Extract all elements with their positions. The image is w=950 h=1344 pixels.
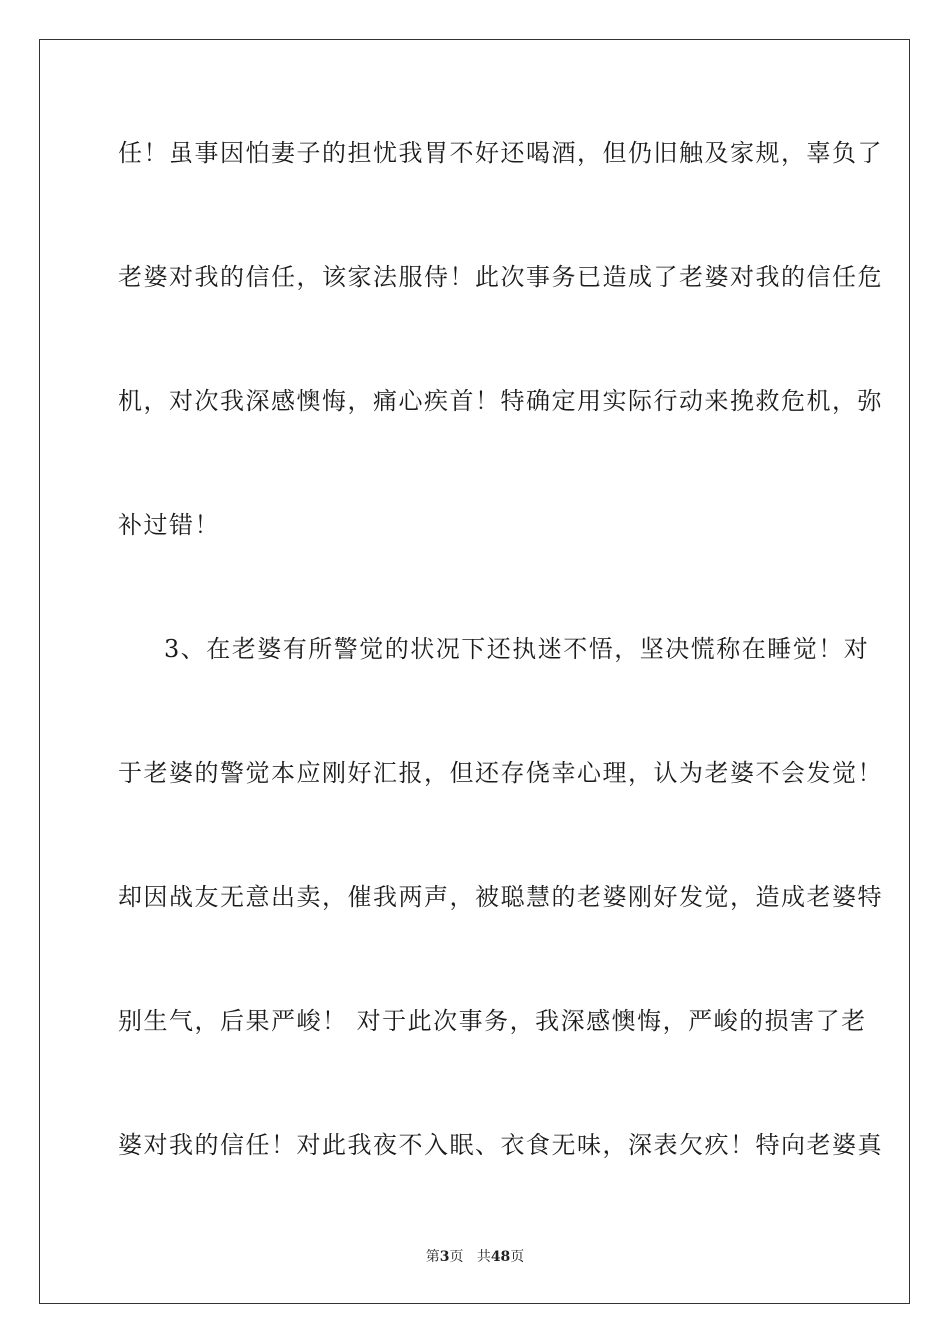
page-number-prefix: 第 [425, 1249, 440, 1265]
body-text-line-8: 别生气，后果严峻！ 对于此次事务，我深感懊悔，严峻的损害了老 [118, 1007, 867, 1035]
body-text-line-2: 老婆对我的信任，该家法服侍！此次事务已造成了老婆对我的信任危 [118, 263, 883, 291]
body-text-line-3: 机，对次我深感懊悔，痛心疾首！特确定用实际行动来挽救危机，弥 [118, 387, 883, 415]
page-border [39, 39, 910, 1304]
page-number-suffix: 页 [449, 1249, 464, 1265]
total-pages: 48 [490, 1249, 511, 1265]
page-footer [0, 1248, 950, 1266]
total-pages-prefix: 共 [476, 1249, 491, 1265]
body-text-line-6: 于老婆的警觉本应刚好汇报，但还存侥幸心理，认为老婆不会发觉！ [118, 759, 883, 787]
body-text-line-5: 3、在老婆有所警觉的状况下还执迷不悟，坚决慌称在睡觉！对 [164, 635, 870, 663]
total-pages-suffix: 页 [510, 1249, 525, 1265]
body-text-line-4: 补过错！ [118, 511, 220, 539]
body-text-line-7: 却因战友无意出卖，催我两声，被聪慧的老婆刚好发觉，造成老婆特 [118, 883, 883, 911]
body-text-line-1: 任！虽事因怕妻子的担忧我胃不好还喝酒，但仍旧触及家规，辜负了 [118, 139, 883, 167]
page-number: 3 [439, 1249, 450, 1265]
body-text-line-9: 婆对我的信任！对此我夜不入眠、衣食无味，深表欠疚！特向老婆真 [118, 1131, 883, 1159]
